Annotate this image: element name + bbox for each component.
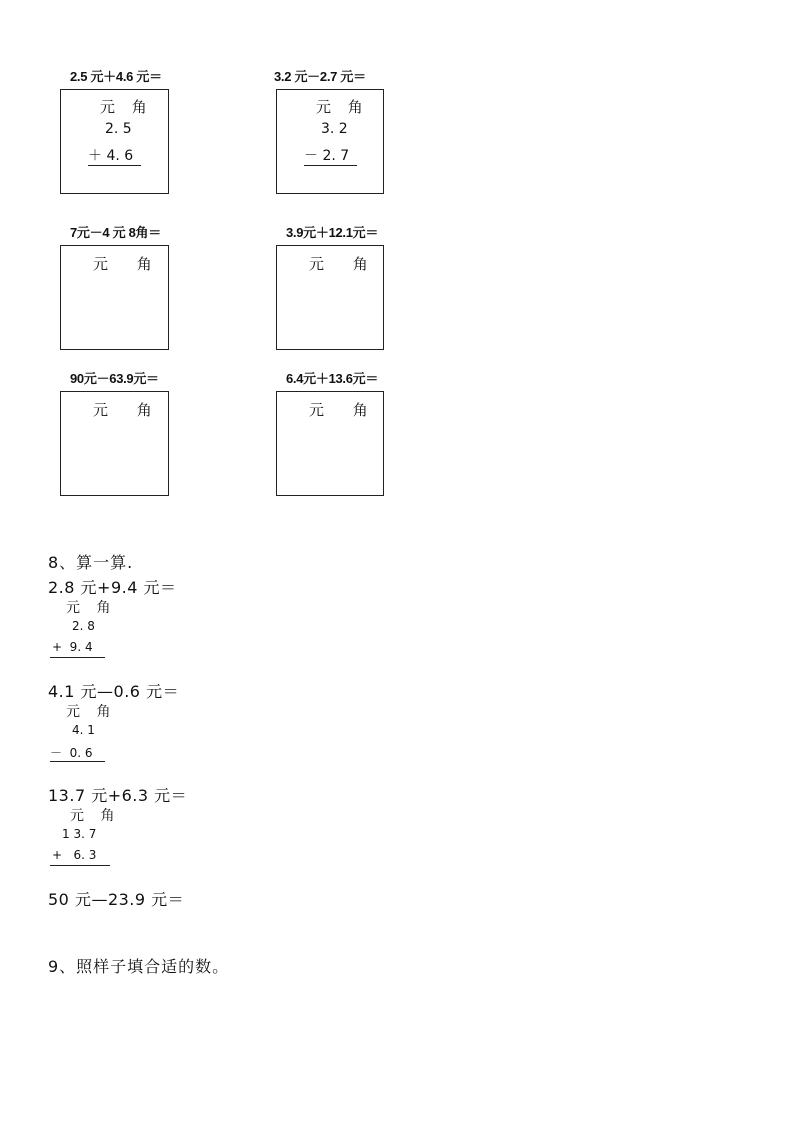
problem-2-underline [304,165,357,166]
problem-3-header: 元 角 [93,255,164,273]
problem-6-header: 元 角 [309,401,380,419]
section-8-problem-2-underline [50,761,105,762]
section-8-problem-2-header: 元 角 [66,704,117,720]
section-8-problem-3-line2: + 6. 3 [52,848,97,862]
problem-5-header: 元 角 [93,401,164,419]
section-8-problem-1-line2: + 9. 4 [52,640,93,654]
problem-4-equation: 3.9元＋12.1元＝ [286,225,379,240]
problem-4-box [276,245,384,350]
problem-2-equation: 3.2 元－2.7 元＝ [274,69,366,84]
problem-1-underline [88,165,141,166]
section-9-title: 9、照样子填合适的数。 [48,957,230,976]
section-8-problem-3-underline [50,865,110,866]
problem-2-line2: － 2. 7 [304,148,350,164]
section-8-problem-2-line2: － 0. 6 [50,746,93,760]
problem-6-equation: 6.4元＋13.6元＝ [286,371,379,386]
problem-5-equation: 90元－63.9元＝ [70,371,159,386]
problem-1-box [60,89,169,194]
problem-1-line2: ＋ 4. 6 [88,148,134,164]
section-8-problem-1-equation: 2.8 元+9.4 元＝ [48,578,177,597]
problem-3-box [60,245,169,350]
section-8-problem-3-line1: 1 3. 7 [62,827,97,841]
section-8-problem-1-header: 元 角 [66,600,117,616]
problem-5-box [60,391,169,496]
problem-2-header: 元 角 [316,98,369,116]
section-8-problem-3-header: 元 角 [70,808,121,824]
problem-4-header: 元 角 [309,255,380,273]
problem-3-equation: 7元－4 元 8角＝ [70,225,161,240]
section-8-problem-2-equation: 4.1 元—0.6 元＝ [48,682,180,701]
problem-2-box [276,89,384,194]
section-8-title: 8、算一算. [48,553,134,572]
problem-1-header: 元 角 [100,98,153,116]
section-8-problem-2-line1: 4. 1 [72,723,95,737]
section-8-problem-1-line1: 2. 8 [72,619,95,633]
problem-1-equation: 2.5 元＋4.6 元＝ [70,69,162,84]
problem-2-line1: 3. 2 [321,121,348,137]
problem-1-line1: 2. 5 [105,121,132,137]
section-8-problem-3-equation: 13.7 元+6.3 元＝ [48,786,188,805]
section-8-problem-1-underline [50,657,105,658]
section-8-problem-4-equation: 50 元—23.9 元＝ [48,890,185,909]
problem-6-box [276,391,384,496]
